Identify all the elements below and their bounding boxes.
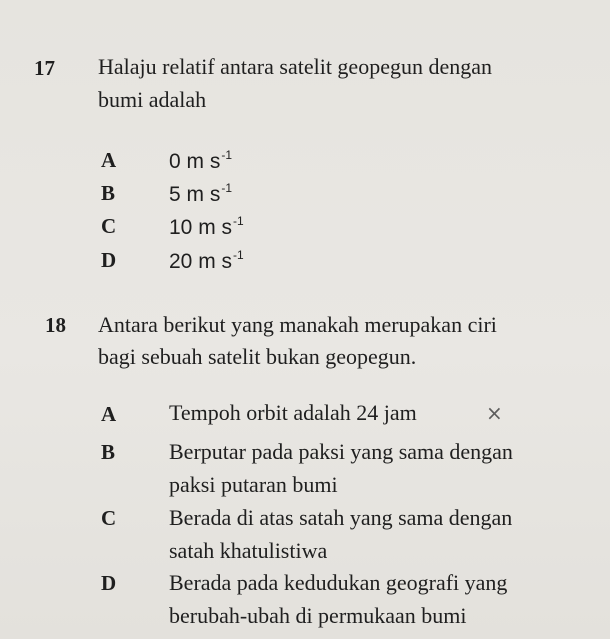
option-letter: C <box>101 214 117 238</box>
option-letter: B <box>101 440 116 464</box>
option-value: 10 m $s^{-1}$ <box>169 214 244 239</box>
question-text-line-2: bagi sebuah satelit bukan geopegun. <box>98 344 417 369</box>
option-text-line-2: satah khatulistiwa <box>169 538 328 563</box>
question-text-line-1: Antara berikut yang manakah merupakan ciri <box>98 312 497 337</box>
option-text-line-2: berubah-ubah di permukaan bumi <box>169 603 467 628</box>
question-number: 18 <box>45 313 66 337</box>
option-text-line-1: Berada pada kedudukan geografi yang <box>169 570 508 595</box>
option-value: 20 m $s^{-1}$ <box>169 248 244 273</box>
option-letter: D <box>101 248 117 272</box>
option-value: 0 m $s^{-1}$ <box>169 148 233 173</box>
option-text-line-1: Berputar pada paksi yang sama dengan <box>169 439 513 464</box>
option-text-line-1: Tempoh orbit adalah 24 jam <box>169 400 417 425</box>
option-letter: C <box>101 506 117 530</box>
question-text-line-2: bumi adalah <box>98 87 207 112</box>
option-letter: A <box>101 148 117 172</box>
question-text-line-1: Halaju relatif antara satelit geopegun dengan <box>98 54 492 79</box>
question-number: 17 <box>34 56 55 80</box>
option-letter: A <box>101 402 117 426</box>
handwritten-cross-mark: × <box>486 401 503 425</box>
option-letter: B <box>101 181 116 205</box>
option-text-line-2: paksi putaran bumi <box>169 472 338 497</box>
option-text-line-1: Berada di atas satah yang sama dengan <box>169 505 513 530</box>
option-value: 5 m $s^{-1}$ <box>169 181 233 206</box>
option-letter: D <box>101 571 117 595</box>
